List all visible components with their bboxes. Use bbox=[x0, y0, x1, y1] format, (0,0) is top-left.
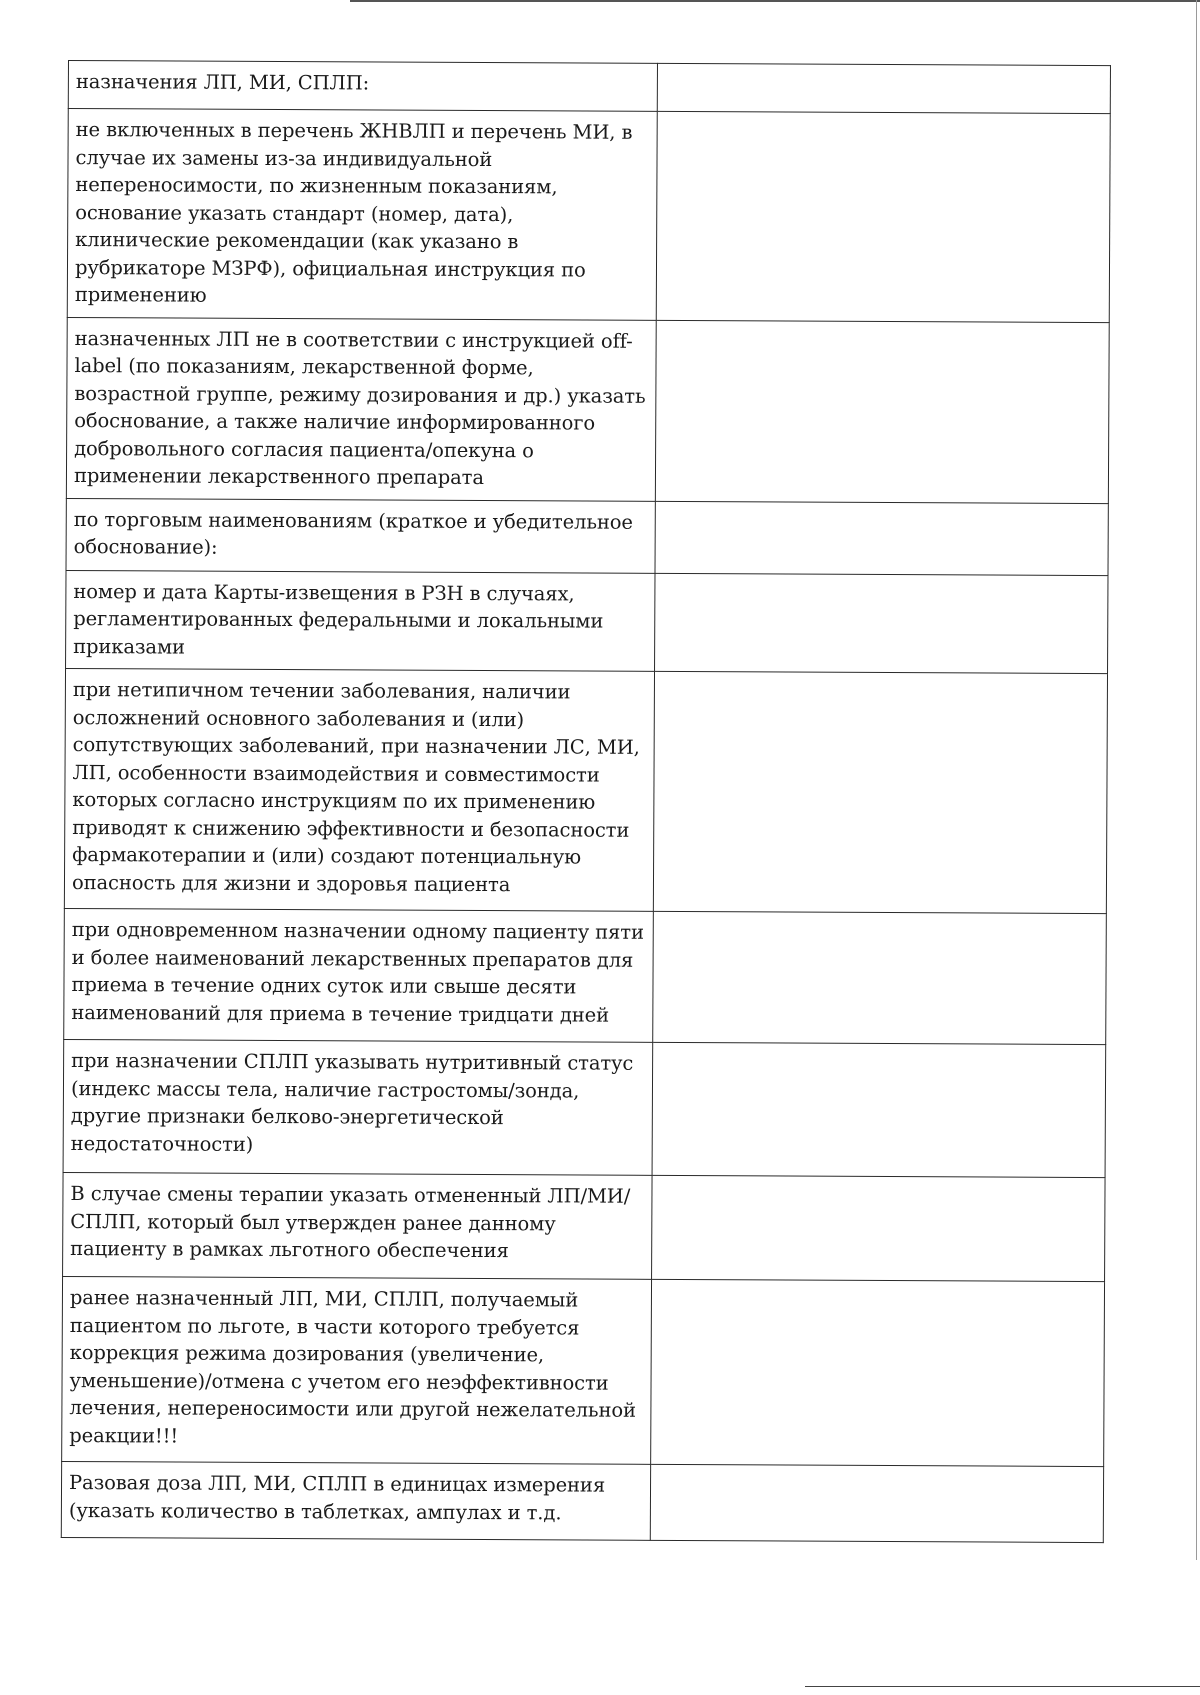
row-value-field[interactable] bbox=[651, 1175, 1105, 1281]
row-value-field[interactable] bbox=[653, 671, 1108, 913]
row-value-field[interactable] bbox=[650, 1464, 1104, 1542]
row-label: при нетипичном течении заболевания, наличии осложнений основного заболевания и (или) сопутствующих заболеваний, при назначении ЛС, МИ, ЛП, особенности взаимодействия и совместимости которых согласно инструкциям по их применению приводят к снижению эффективности и безопасности фармакотерапии и (или) создают потенциальную опасность для жизни и здоровья пациента bbox=[64, 668, 654, 911]
row-label: номер и дата Карты-извещения в РЗН в случаях, регламентированных федеральными и локальными приказами bbox=[66, 570, 655, 671]
row-value-field[interactable] bbox=[654, 573, 1108, 674]
form-row bbox=[64, 668, 1107, 913]
row-label: при назначении СПЛП указывать нутритивный статус (индекс массы тела, наличие гастростомы/зонда, другие признаки белково-энергетической недостаточности) bbox=[63, 1039, 652, 1175]
form-row bbox=[68, 61, 1110, 114]
row-value-field[interactable] bbox=[652, 1042, 1106, 1177]
form-row bbox=[62, 1276, 1105, 1466]
row-label: Разовая доза ЛП, МИ, СПЛП в единицах измерения (указать количество в таблетках, ампулах и т.д. bbox=[61, 1461, 650, 1540]
row-value-field[interactable] bbox=[655, 320, 1109, 503]
form-row bbox=[63, 1039, 1106, 1177]
scan-edge-right bbox=[1196, 0, 1197, 1560]
scan-edge-bottom bbox=[805, 1686, 1200, 1687]
row-value-field[interactable] bbox=[650, 1279, 1104, 1466]
row-label: по торговым наименованиям (краткое и убедительное обоснование): bbox=[66, 498, 655, 573]
row-value-field[interactable] bbox=[657, 63, 1111, 113]
form-row bbox=[66, 498, 1108, 575]
row-value-field[interactable] bbox=[655, 501, 1109, 575]
form-row bbox=[61, 1461, 1103, 1542]
row-value-field[interactable] bbox=[656, 111, 1110, 322]
scan-edge-top bbox=[350, 0, 1200, 2]
form-row bbox=[67, 109, 1110, 323]
row-label: назначенных ЛП не в соответствии с инструкцией off-label (по показаниям, лекарственной форме, возрастной группе, режиму дозирования и др.) указать обоснование, а также наличие информированного добровольного согласия пациента/опекуна о применении лекарственного препарата bbox=[66, 317, 655, 501]
row-value-field[interactable] bbox=[652, 911, 1106, 1044]
form-row bbox=[63, 1172, 1105, 1281]
row-label: при одновременном назначении одному пациенту пяти и более наименований лекарственных препаратов для приема в течение одних суток или свыше десяти наименований для приема в течение тридцати дней bbox=[64, 908, 653, 1042]
row-label: назначения ЛП, МИ, СПЛП: bbox=[68, 61, 657, 112]
row-label: не включенных в перечень ЖНВЛП и перечень МИ, в случае их замены из-за индивидуальной непереносимости, по жизненным показаниям, основание указать стандарт (номер, дата), клинические рекомендации (как указано в рубрикаторе МЗРФ), официальная инструкция по применению bbox=[67, 109, 657, 320]
form-table bbox=[61, 60, 1111, 1543]
form-row bbox=[66, 570, 1108, 674]
form-row bbox=[64, 908, 1107, 1044]
row-label: ранее назначенный ЛП, МИ, СПЛП, получаемый пациентом по льготе, в части которого требуется коррекция режима дозирования (увеличение, уменьшение)/отмена с учетом его неэффективности лечения, непереносимости или другой нежелательной реакции!!! bbox=[62, 1276, 651, 1464]
row-label: В случае смены терапии указать отмененный ЛП/МИ/СПЛП, который был утвержден ранее данному пациенту в рамках льготного обеспечения bbox=[63, 1172, 652, 1279]
form-row bbox=[66, 317, 1109, 503]
